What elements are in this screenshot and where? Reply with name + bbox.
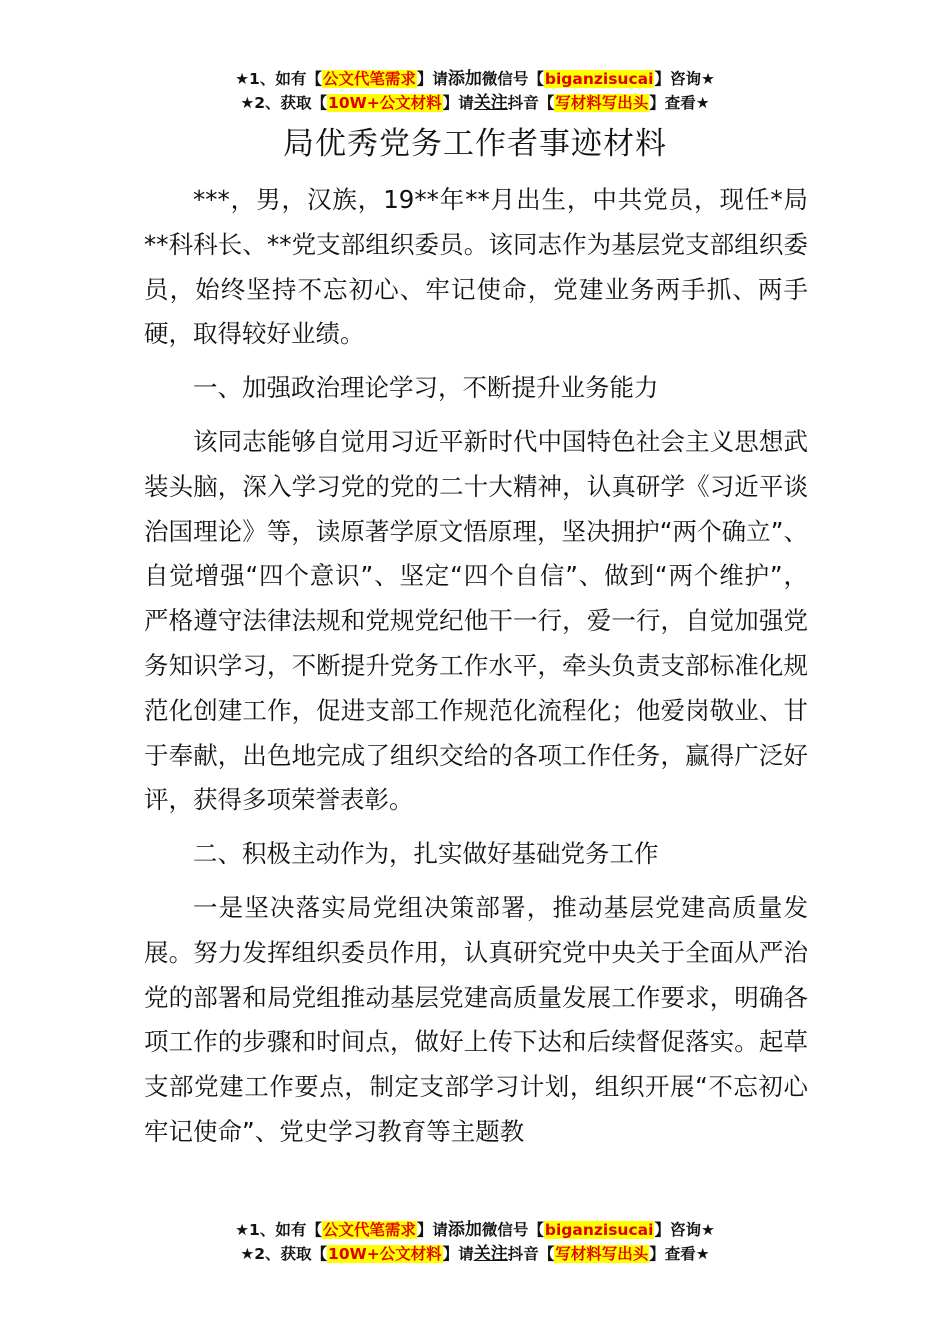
banner-text: 】咨询★ <box>654 1221 715 1239</box>
banner-emphasis: 关注 <box>473 1244 508 1264</box>
banner-text: 微信号【 <box>481 1221 544 1239</box>
banner-line-2 <box>0 91 950 115</box>
banner-wechat-id: biganzisucai <box>544 70 654 88</box>
banner-text: 抖音【 <box>507 94 555 112</box>
banner-emphasis: 添加 <box>447 69 482 89</box>
footer-banner <box>0 1218 950 1266</box>
banner-text: 抖音【 <box>507 1245 555 1263</box>
banner-text: 】请 <box>416 1221 448 1239</box>
document-body <box>144 178 808 1155</box>
document-title: 局优秀党务工作者事迹材料 <box>283 126 667 162</box>
banner-highlight: 10W+公文材料 <box>328 1245 442 1263</box>
banner-text: 微信号【 <box>481 70 544 88</box>
banner-highlight: 公文代笔需求 <box>322 1221 416 1239</box>
paragraph-intro: ***，男，汉族，19**年**月出生，中共党员，现任*局**科科长、**党支部组织委员。该同志作为基层党支部组织委员，始终坚持不忘初心、牢记使命，党建业务两手抓、两手硬，取得较好业绩。 <box>144 185 808 349</box>
banner-text: 】请 <box>442 94 474 112</box>
banner-highlight: 公文代笔需求 <box>322 70 416 88</box>
banner-text: ★1、如有【 <box>235 70 322 88</box>
banner-text: ★1、如有【 <box>235 1221 322 1239</box>
banner-line-1 <box>0 67 950 91</box>
banner-douyin-id: 写材料写出头 <box>555 1245 649 1263</box>
banner-text: 】咨询★ <box>654 70 715 88</box>
banner-line-2 <box>0 1242 950 1266</box>
banner-text: ★2、获取【 <box>240 94 328 112</box>
section-heading-2: 二、积极主动作为，扎实做好基础党务工作 <box>193 839 659 869</box>
section-heading-1: 一、加强政治理论学习，不断提升业务能力 <box>193 373 659 403</box>
banner-douyin-id: 写材料写出头 <box>555 94 649 112</box>
banner-highlight: 10W+公文材料 <box>328 94 442 112</box>
banner-text: 】请 <box>442 1245 474 1263</box>
paragraph-section-2: 一是坚决落实局党组决策部署，推动基层党建高质量发展。努力发挥组织委员作用，认真研究党中央关于全面从严治党的部署和局党组推动基层党建高质量发展工作要求，明确各项工作的步骤和时间点，做好上传下达和后续督促落实。起草支部党建工作要点，制定支部学习计划，组织开展“不忘初心牢记使命”、党史学习教育等主题教 <box>144 892 808 1146</box>
banner-text: 】查看★ <box>649 94 710 112</box>
banner-emphasis: 添加 <box>447 1220 482 1240</box>
banner-text: 】查看★ <box>649 1245 710 1263</box>
banner-text: ★2、获取【 <box>240 1245 328 1263</box>
paragraph-section-1: 该同志能够自觉用习近平新时代中国特色社会主义思想武装头脑，深入学习党的党的二十大精神，认真研学《习近平谈治国理论》等，读原著学原文悟原理，坚决拥护“两个确立”、自觉增强“四个意识”、坚定“四个自信”、做到“两个维护”，严格遵守法律法规和党规党纪他干一行，爱一行，自觉加强党务知识学习，不断提升党务工作水平，牵头负责支部标准化规范化创建工作，促进支部工作规范化流程化；他爱岗敬业、甘于奉献，出色地完成了组织交给的各项工作任务，赢得广泛好评，获得多项荣誉表彰。 <box>144 426 808 815</box>
banner-text: 】请 <box>416 70 448 88</box>
header-banner <box>0 67 950 115</box>
banner-line-1 <box>0 1218 950 1242</box>
banner-emphasis: 关注 <box>473 93 508 113</box>
banner-wechat-id: biganzisucai <box>544 1221 654 1239</box>
